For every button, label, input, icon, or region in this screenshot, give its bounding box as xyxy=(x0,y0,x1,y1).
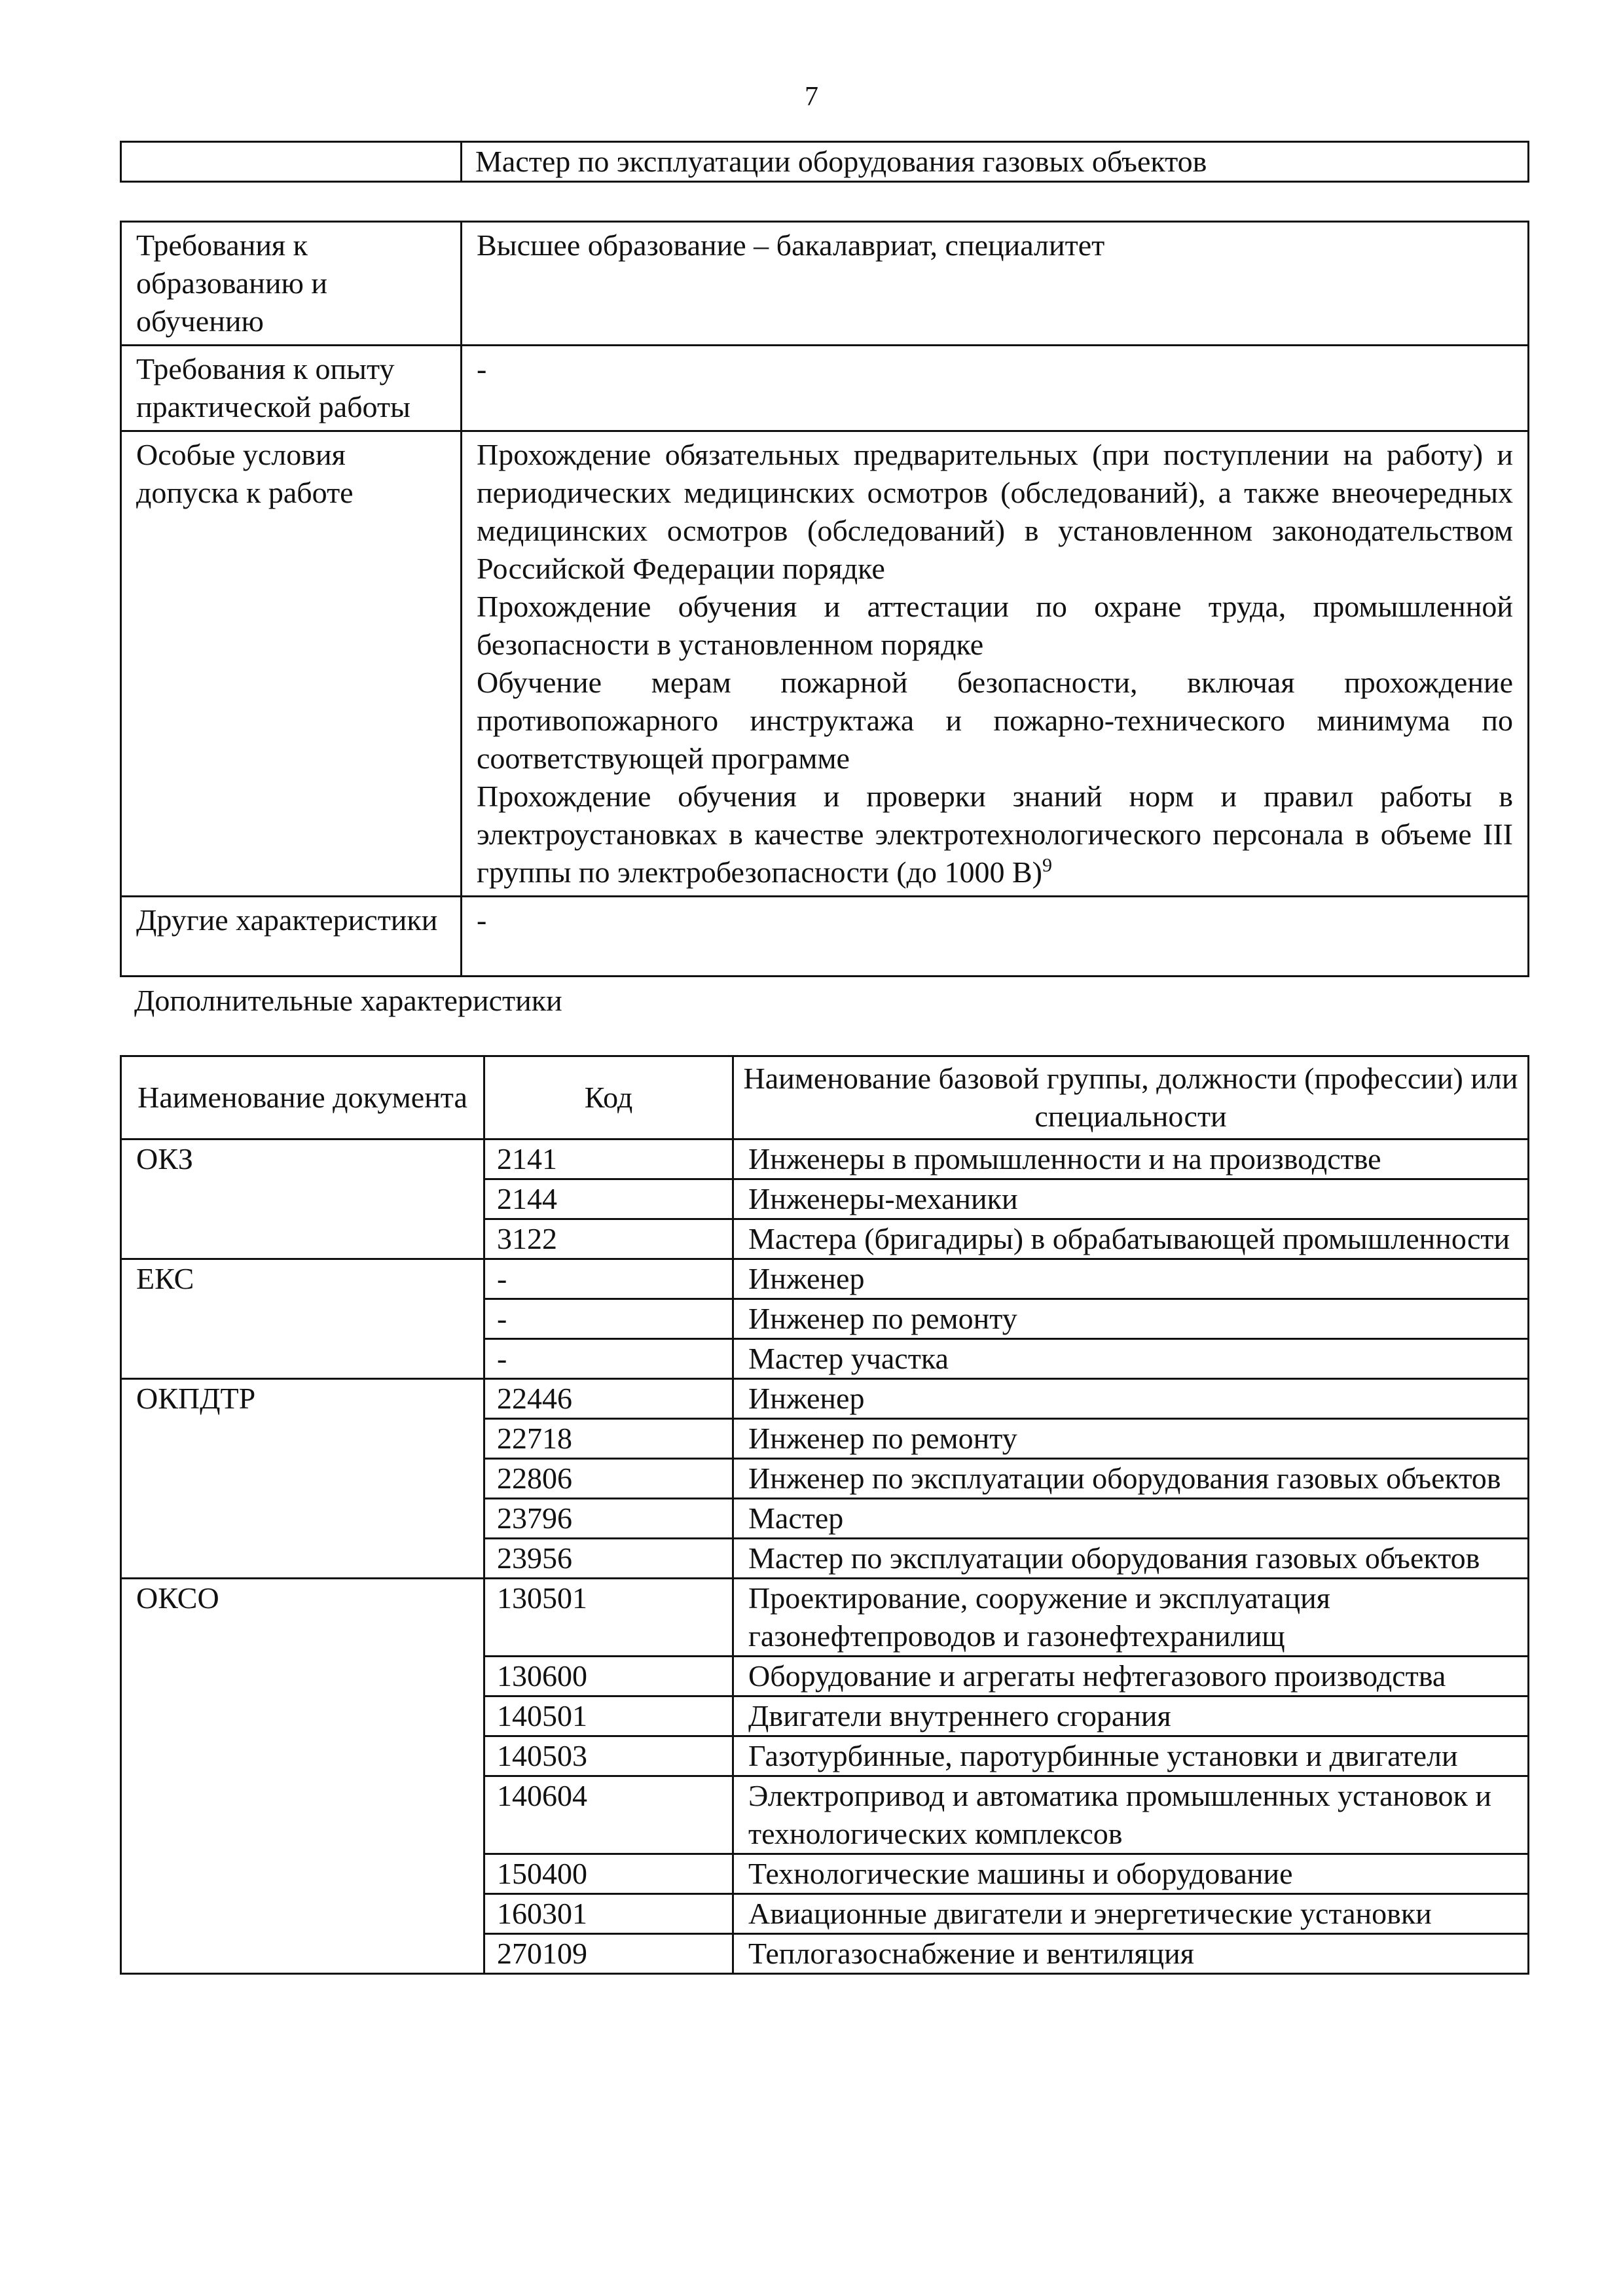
name-cell: Инженер по ремонту xyxy=(733,1299,1529,1339)
code-cell: 130600 xyxy=(484,1657,733,1696)
education-label: Требования к образованию и обучению xyxy=(121,222,462,346)
code-cell: 270109 xyxy=(484,1934,733,1974)
education-value: Высшее образование – бакалавриат, специалитет xyxy=(462,222,1529,346)
table-row xyxy=(121,1139,1529,1179)
document-name: ОКПДТР xyxy=(121,1379,484,1579)
name-cell: Инженеры в промышленности и на производстве xyxy=(733,1139,1529,1179)
document-name: ОКЗ xyxy=(121,1139,484,1259)
header-name: Наименование базовой группы, должности (профессии) или специальности xyxy=(733,1056,1529,1139)
name-cell: Мастер участка xyxy=(733,1339,1529,1379)
code-cell: 3122 xyxy=(484,1219,733,1259)
table-row xyxy=(121,1259,1529,1299)
condition-paragraph xyxy=(477,778,1513,891)
code-cell: 160301 xyxy=(484,1894,733,1934)
special-conditions-value xyxy=(462,431,1529,897)
special-conditions-label: Особые условия допуска к работе xyxy=(121,431,462,897)
position-title-table xyxy=(120,141,1529,183)
experience-label: Требования к опыту практической работы xyxy=(121,346,462,431)
code-cell: 150400 xyxy=(484,1854,733,1894)
document-name: ЕКС xyxy=(121,1259,484,1379)
code-cell: - xyxy=(484,1259,733,1299)
code-cell: 130501 xyxy=(484,1579,733,1657)
name-cell: Инженер xyxy=(733,1379,1529,1419)
code-cell: 23956 xyxy=(484,1539,733,1579)
empty-cell xyxy=(121,142,462,182)
name-cell: Мастер по эксплуатации оборудования газовых объектов xyxy=(733,1539,1529,1579)
name-cell: Инженер xyxy=(733,1259,1529,1299)
position-title: Мастер по эксплуатации оборудования газовых объектов xyxy=(462,142,1529,182)
name-cell: Инженер по эксплуатации оборудования газовых объектов xyxy=(733,1459,1529,1499)
code-cell: 140503 xyxy=(484,1736,733,1776)
name-cell: Технологические машины и оборудование xyxy=(733,1854,1529,1894)
name-cell: Проектирование, сооружение и эксплуатация газонефтепроводов и газонефтехранилищ xyxy=(733,1579,1529,1657)
name-cell: Электропривод и автоматика промышленных установок и технологических комплексов xyxy=(733,1776,1529,1854)
experience-value: - xyxy=(462,346,1529,431)
code-cell: 23796 xyxy=(484,1499,733,1539)
document-name: ОКСО xyxy=(121,1579,484,1974)
condition-text: Прохождение обучения и проверки знаний норм и правил работы в электроустановках в качестве электротехнологического персонала в объеме III группы по электробезопасности (до 1000 В) xyxy=(477,780,1513,889)
footnote-marker: 9 xyxy=(1042,854,1052,876)
additional-characteristics-table xyxy=(120,1055,1529,1975)
name-cell: Инженеры-механики xyxy=(733,1179,1529,1219)
name-cell: Газотурбинные, паротурбинные установки и двигатели xyxy=(733,1736,1529,1776)
name-cell: Инженер по ремонту xyxy=(733,1419,1529,1459)
name-cell: Авиационные двигатели и энергетические установки xyxy=(733,1894,1529,1934)
table-row xyxy=(121,1579,1529,1657)
condition-paragraph: Прохождение обязательных предварительных (при поступлении на работу) и периодических медицинских осмотров (обследований), а также внеочередных медицинских осмотров (обследований) в установленном законодательством Российской Федерации порядке xyxy=(477,438,1513,585)
code-cell: 22718 xyxy=(484,1419,733,1459)
name-cell: Оборудование и агрегаты нефтегазового производства xyxy=(733,1657,1529,1696)
header-document: Наименование документа xyxy=(121,1056,484,1139)
code-cell: 22806 xyxy=(484,1459,733,1499)
code-cell: 2141 xyxy=(484,1139,733,1179)
code-cell: - xyxy=(484,1339,733,1379)
name-cell: Двигатели внутреннего сгорания xyxy=(733,1696,1529,1736)
name-cell: Мастер xyxy=(733,1499,1529,1539)
header-code: Код xyxy=(484,1056,733,1139)
other-label: Другие характеристики xyxy=(121,897,462,977)
code-cell: 140501 xyxy=(484,1696,733,1736)
code-cell: 22446 xyxy=(484,1379,733,1419)
name-cell: Мастера (бригадиры) в обрабатывающей промышленности xyxy=(733,1219,1529,1259)
condition-paragraph: Обучение мерам пожарной безопасности, включая прохождение противопожарного инструктажа и пожарно-технического минимума по соответствующей программе xyxy=(477,666,1513,775)
code-cell: - xyxy=(484,1299,733,1339)
code-cell: 2144 xyxy=(484,1179,733,1219)
section-heading: Дополнительные характеристики xyxy=(134,984,562,1017)
table-body xyxy=(121,1139,1529,1974)
table-row xyxy=(121,1379,1529,1419)
code-cell: 140604 xyxy=(484,1776,733,1854)
page-number: 7 xyxy=(805,82,818,112)
name-cell: Теплогазоснабжение и вентиляция xyxy=(733,1934,1529,1974)
requirements-table xyxy=(120,221,1529,977)
other-value: - xyxy=(462,897,1529,977)
condition-paragraph: Прохождение обучения и аттестации по охране труда, промышленной безопасности в установленном порядке xyxy=(477,590,1513,661)
